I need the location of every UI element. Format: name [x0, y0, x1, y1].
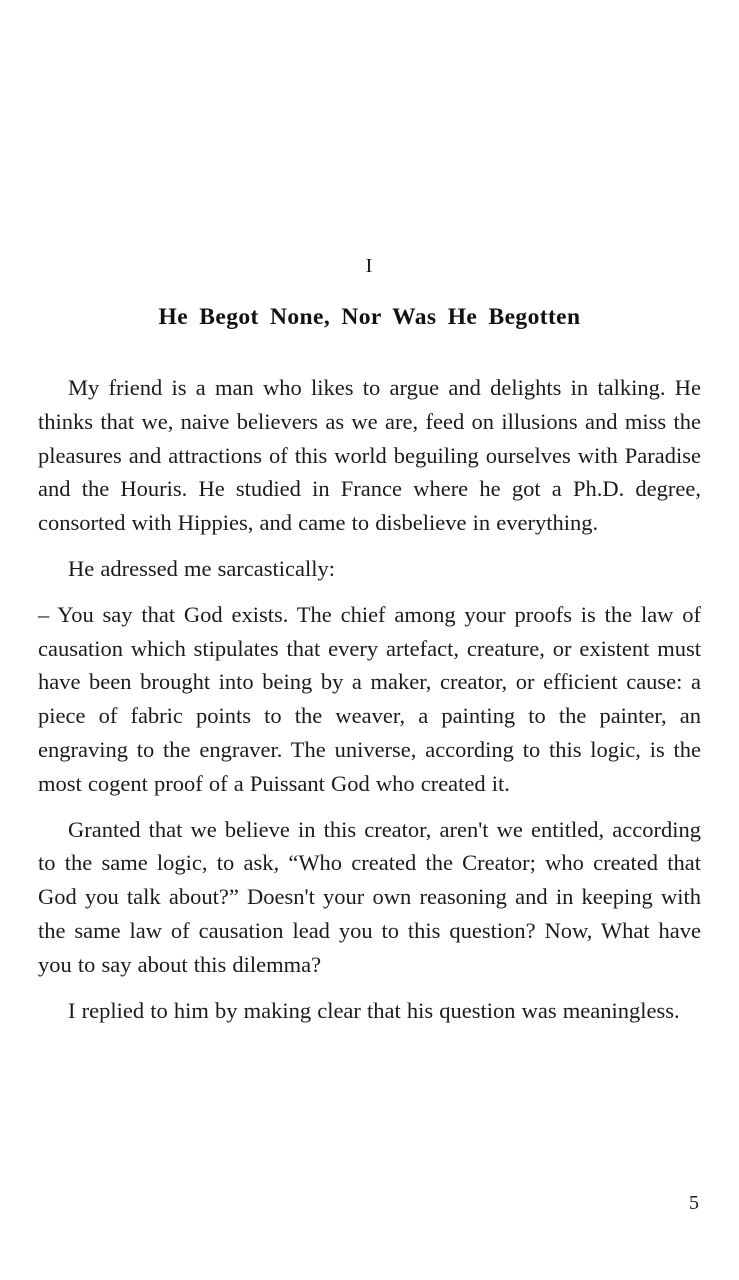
paragraph: My friend is a man who likes to argue and delights in talking. He thinks that we, naive believers as we are, feed on illusions and miss the pleasures and attractions of this world beguiling ourselves with Paradise and the Houris. He studied in France where he got a Ph.D. degree, consorted with Hippies, and came to disbelieve in everything.	[38, 375, 701, 536]
paragraph-dialogue: – You say that God exists. The chief among your proofs is the law of causation which stipulates that every artefact, creature, or existent must have been brought into being by a maker, creator, or efficient cause: a piece of fabric points to the weaver, a painting to the painter, an engraving to the engraver. The universe, according to this logic, is the most cogent proof of a Puissant God who created it.	[38, 601, 701, 796]
chapter-title: He Begot None, Nor Was He Begotten	[158, 304, 581, 330]
body-text	[38, 371, 701, 1027]
page-number: 5	[689, 1192, 699, 1214]
paragraph: I replied to him by making clear that his question was meaningless.	[68, 997, 680, 1023]
paragraph: Granted that we believe in this creator, aren't we entitled, according to the same logic, to ask, “Who created the Creator; who created that God you talk about?” Doesn't your own reasoning and in keeping with the same law of causation lead you to this question? Now, What have you to say about this dilemma?	[38, 816, 701, 977]
chapter-number: I	[365, 255, 374, 277]
paragraph: He adressed me sarcastically:	[68, 555, 336, 581]
